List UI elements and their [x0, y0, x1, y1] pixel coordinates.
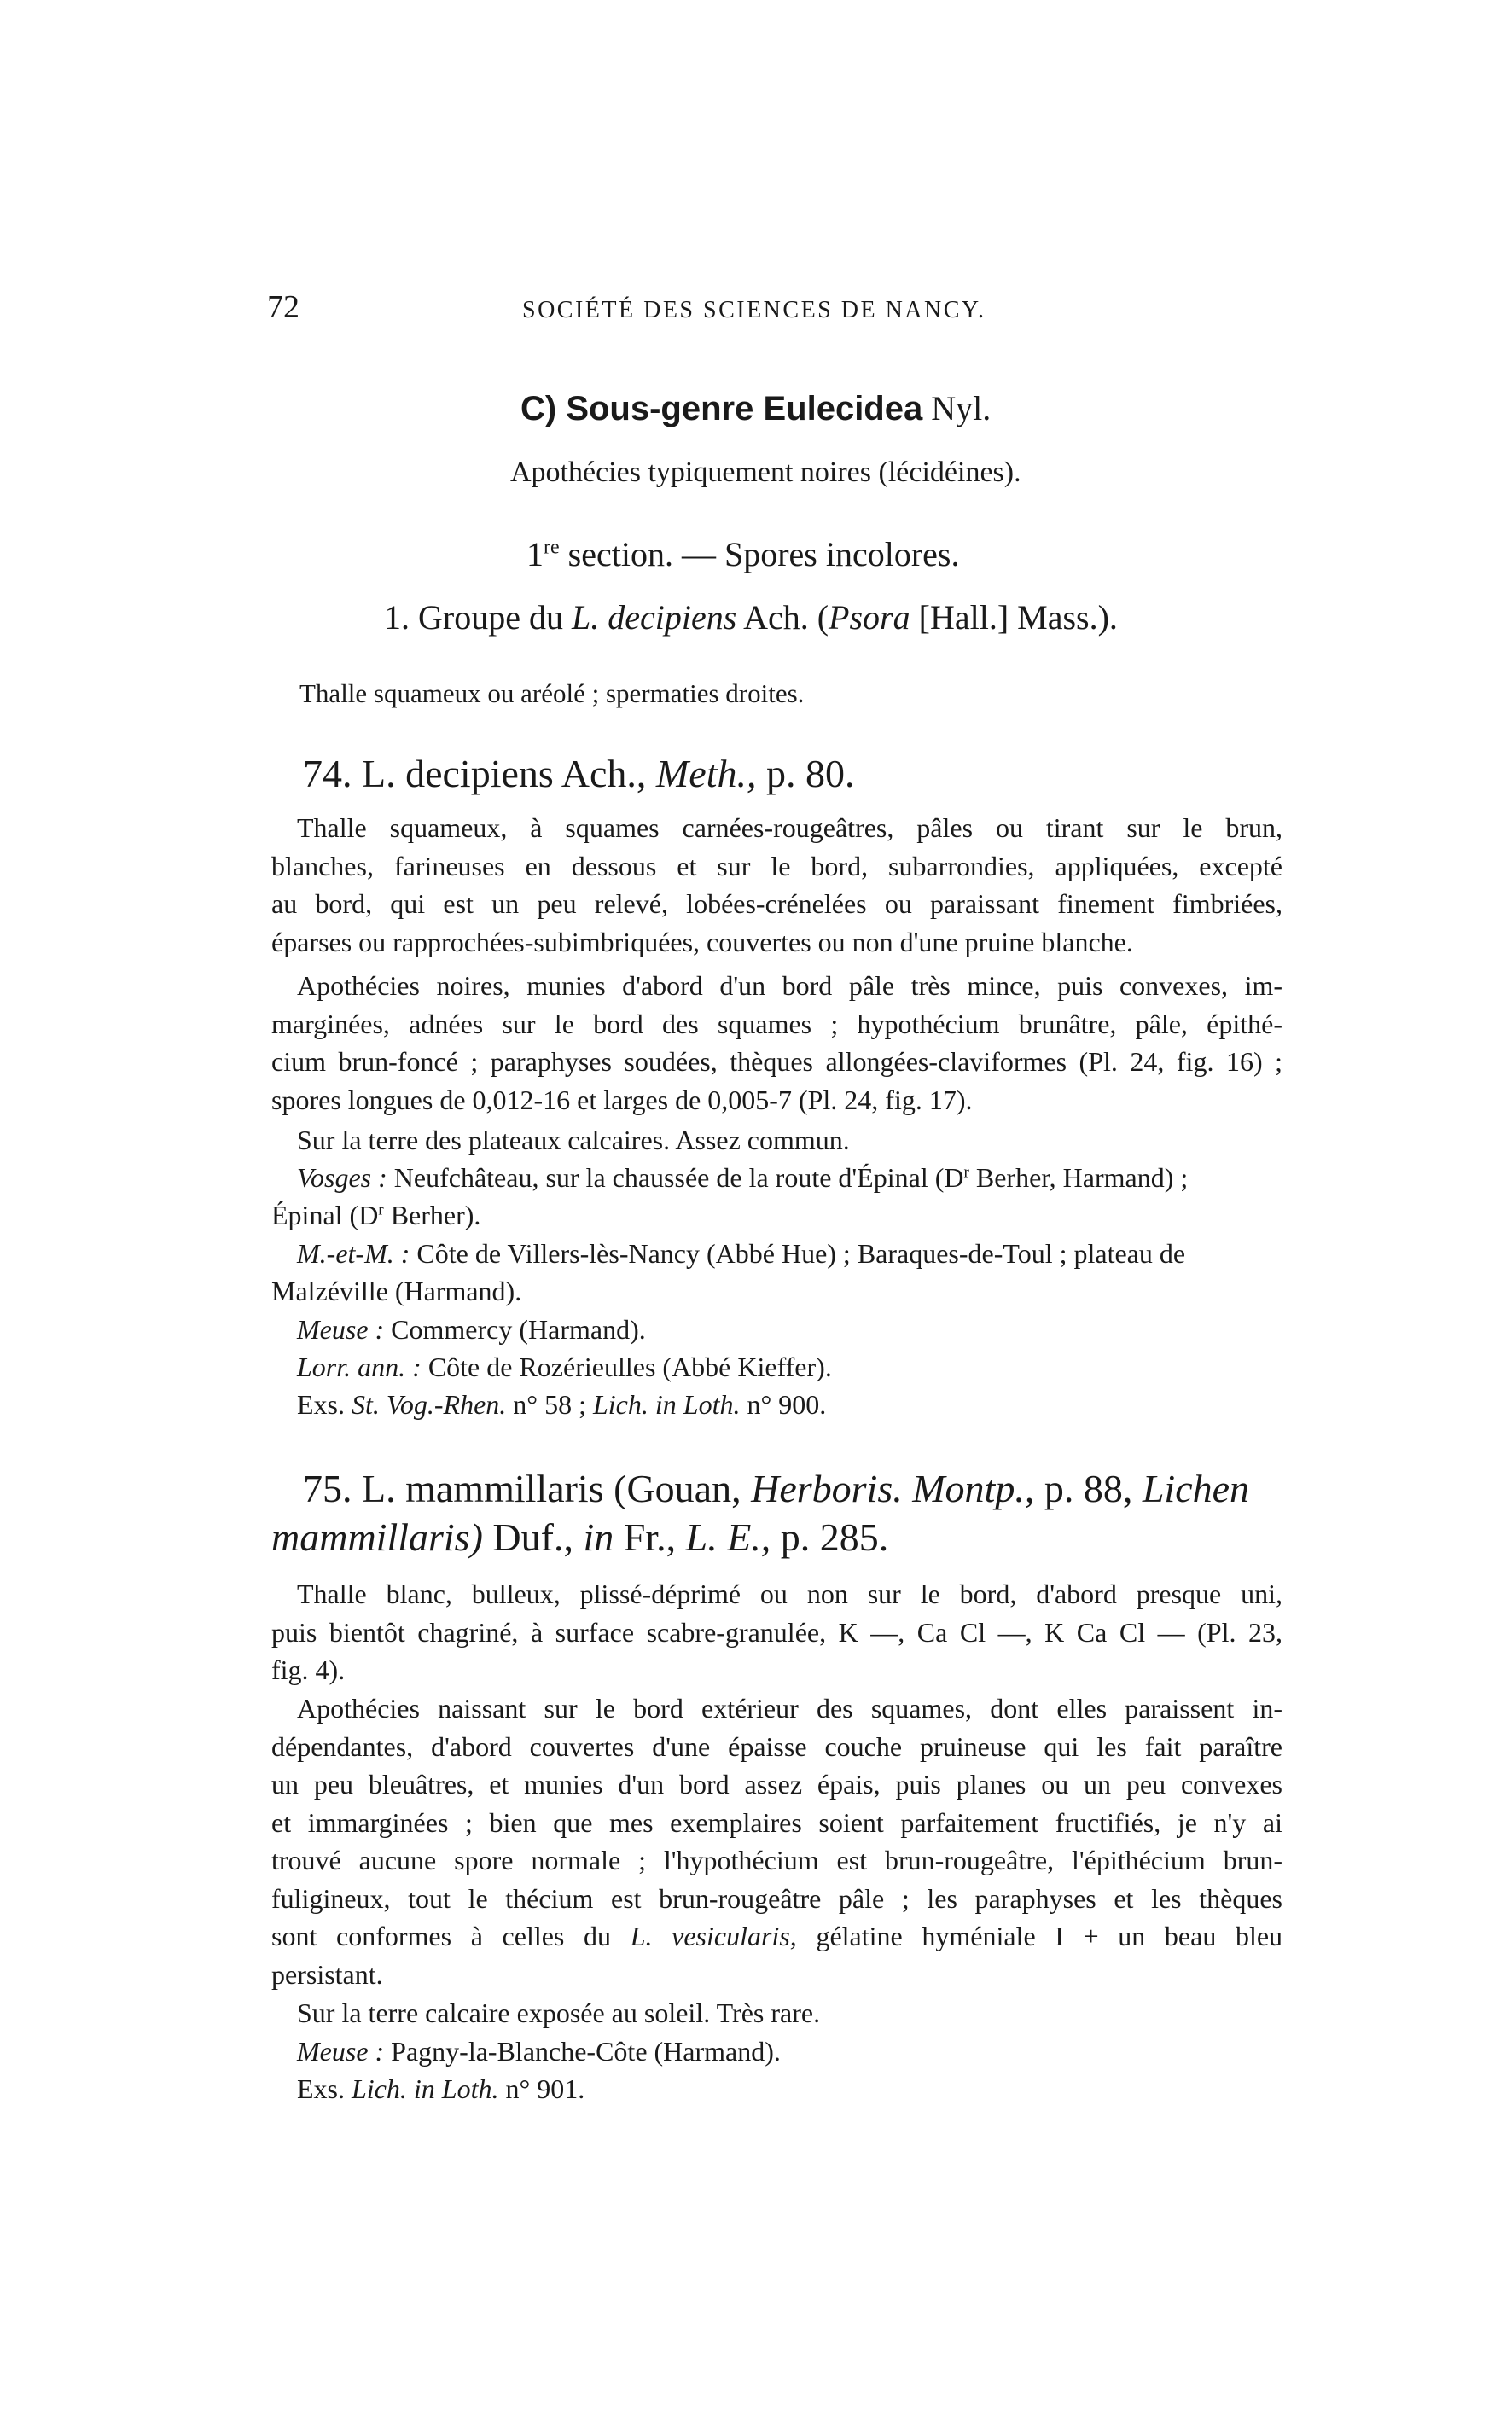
section-number-sup: re: [544, 536, 560, 559]
group-taxon: L. decipiens: [571, 598, 737, 637]
section-text: section. — Spores incolores.: [567, 535, 960, 573]
text-line: blanches, farineuses en dessous et sur le bord, subarrondies, appliquées, excepté: [271, 850, 1282, 881]
text-line: [271, 1917, 1282, 1956]
entry-75-epithet: mammillaris): [271, 1515, 483, 1559]
entry-75-page: p. 88,: [1044, 1467, 1133, 1510]
region-label: Meuse :: [297, 2036, 385, 2067]
text-line: au bord, qui est un peu relevé, lobées-crénelées ou paraissant finement fimbriées,: [271, 888, 1282, 919]
subgenus-label: C) Sous-genre Eulecidea: [520, 390, 923, 427]
entry-75-paren: (Gouan,: [614, 1467, 741, 1510]
entry-74-author: Ach.,: [561, 752, 647, 795]
exs-label: Exs.: [297, 1389, 345, 1420]
entry-75-exsiccata: [297, 2073, 584, 2105]
entry-74-thallus-paragraph: [271, 809, 1282, 961]
exs-number: n° 900.: [747, 1389, 827, 1420]
text-line: fig. 4).: [271, 1654, 346, 1685]
exs-label: Exs.: [297, 2073, 345, 2104]
text-line: Thalle blanc, bulleux, plissé-déprimé ou non sur le bord, d'abord presque uni,: [297, 1579, 1282, 1609]
text-line: spores longues de 0,012-16 et larges de 0,005-7 (Pl. 24, fig. 17).: [271, 1084, 973, 1115]
text-line: cium brun-foncé ; paraphyses soudées, thèques allongées-claviformes (Pl. 24, fig. 16) ;: [271, 1046, 1282, 1077]
entry-74-vosges: [297, 1162, 1188, 1194]
entry-75-habitat: Sur la terre calcaire exposée au soleil. Très rare.: [297, 1997, 821, 2028]
region-label: M.-et-M. :: [297, 1238, 410, 1269]
group-synonym: Psora: [829, 598, 910, 637]
entry-75-fr: Fr.,: [623, 1515, 677, 1559]
text-line: un peu bleuâtres, et munies d'un bord assez épais, puis planes ou un peu convexes: [271, 1769, 1282, 1800]
section-number: 1: [526, 535, 544, 573]
region-label: Meuse :: [297, 1314, 385, 1345]
locality-text: Côte de Rozérieulles (Abbé Kieffer).: [427, 1352, 832, 1382]
text-line: éparses ou rapprochées-subimbriquées, couvertes ou non d'une pruine blanche.: [271, 926, 1133, 957]
text-segment: sont conformes à celles du: [271, 1921, 612, 1951]
entry-75-title: [303, 1466, 1249, 1511]
taxon-reference: L. vesicularis,: [630, 1921, 797, 1951]
subgenus-heading: [520, 388, 991, 428]
entry-74-exsiccata: [297, 1389, 826, 1421]
exs-reference: Lich. in Loth.: [352, 2073, 499, 2104]
group-open-paren: (: [817, 598, 829, 637]
locality-text: Épinal (D: [271, 1200, 379, 1230]
subgenus-author: Nyl.: [931, 389, 992, 427]
exs-reference: Lich. in Loth.: [592, 1389, 741, 1420]
entry-74-habitat: Sur la terre des plateaux calcaires. Assez commun.: [297, 1125, 850, 1155]
entry-75-le: L. E.,: [685, 1515, 771, 1559]
entry-75-thallus-paragraph: [271, 1575, 1282, 1689]
entry-75-lichen: Lichen: [1142, 1467, 1250, 1510]
entry-75-meuse: [297, 2036, 781, 2067]
entry-74-vosges-cont: [271, 1200, 480, 1231]
text-line: et immarginées ; bien que mes exemplaires soient parfaitement fructifiés, je n'y ai: [271, 1806, 1282, 1838]
group-number: 1.: [384, 598, 410, 637]
entry-75-apothecia-paragraph: [271, 1689, 1282, 1993]
locality-text: Côte de Villers-lès-Nancy (Abbé Hue) ; Baraques-de-Toul ; plateau de: [416, 1238, 1186, 1269]
locality-text: Commercy (Harmand).: [391, 1314, 646, 1345]
subgenus-description: Apothécies typiquement noires (lécidéines).: [510, 456, 1021, 488]
entry-74-page: p. 80.: [765, 752, 855, 795]
text-line: Apothécies naissant sur le bord extérieur des squames, dont elles paraissent in-: [297, 1693, 1282, 1724]
entry-74-mm: [297, 1238, 1185, 1270]
text-line: Thalle squameux, à squames carnées-rougeâtres, pâles ou tirant sur le brun,: [297, 812, 1282, 843]
exs-reference: St. Vog.-Rhen.: [352, 1389, 507, 1420]
entry-75-title-cont: [271, 1515, 888, 1560]
entry-74-lorr: [297, 1352, 832, 1383]
entry-75-in: in: [583, 1515, 614, 1559]
text-line: trouvé aucune spore normale ; l'hypothécium est brun-rougeâtre, l'épithécium brun-: [271, 1845, 1282, 1875]
entry-75-page: p. 285.: [780, 1515, 889, 1559]
text-line: fuligineux, tout le thécium est brun-rougeâtre pâle ; les paraphyses et les thèques: [271, 1882, 1282, 1914]
locality-text: Pagny-la-Blanche-Côte (Harmand).: [391, 2036, 781, 2067]
locality-text: Neufchâteau, sur la chaussée de la route d'Épinal (D: [393, 1162, 964, 1193]
group-rest: [Hall.] Mass.).: [918, 598, 1118, 637]
text-segment: gélatine hyméniale I + un beau bleu: [816, 1921, 1283, 1951]
text-line: Apothécies noires, munies d'abord d'un bord pâle très mince, puis convexes, im-: [297, 970, 1282, 1001]
group-heading: [384, 597, 1118, 637]
text-line: persistant.: [271, 1958, 383, 1990]
locality-sup: r: [378, 1201, 384, 1219]
entry-75-work: Herboris. Montp.,: [751, 1467, 1035, 1510]
region-label: Vosges :: [297, 1162, 387, 1193]
exs-number: n° 58 ;: [513, 1389, 586, 1420]
text-line: puis bientôt chagriné, à surface scabre-granulée, K —, Ca Cl —, K Ca Cl — (Pl. 23,: [271, 1616, 1282, 1648]
group-prefix: Groupe du: [418, 598, 563, 637]
entry-74-work: Meth.,: [655, 752, 757, 795]
entry-75-author: Duf.,: [492, 1515, 573, 1559]
locality-text: Berher, Harmand) ;: [968, 1162, 1189, 1193]
group-author: Ach.: [743, 598, 809, 637]
entry-75-name: 75. L. mammillaris: [303, 1467, 604, 1510]
entry-74-meuse: [297, 1314, 646, 1346]
text-line: marginées, adnées sur le bord des squames ; hypothécium brunâtre, pâle, épithé-: [271, 1008, 1282, 1039]
entry-74-name: 74. L. decipiens: [303, 752, 554, 795]
section-heading: [526, 534, 959, 574]
entry-74-apothecia-paragraph: [271, 967, 1282, 1119]
exs-number: n° 901.: [505, 2073, 585, 2104]
group-description: Thalle squameux ou aréolé ; spermaties droites.: [299, 678, 805, 708]
entry-74-title: [303, 751, 854, 796]
locality-sup: r: [963, 1163, 969, 1182]
region-label: Lorr. ann. :: [297, 1352, 422, 1382]
running-title: SOCIÉTÉ DES SCIENCES DE NANCY.: [522, 297, 986, 323]
text-line: dépendantes, d'abord couvertes d'une épaisse couche pruineuse qui les fait paraître: [271, 1730, 1282, 1762]
entry-74-mm-cont: Malzéville (Harmand).: [271, 1276, 522, 1306]
page-number: 72: [267, 289, 299, 325]
locality-text: Berher).: [383, 1200, 481, 1230]
